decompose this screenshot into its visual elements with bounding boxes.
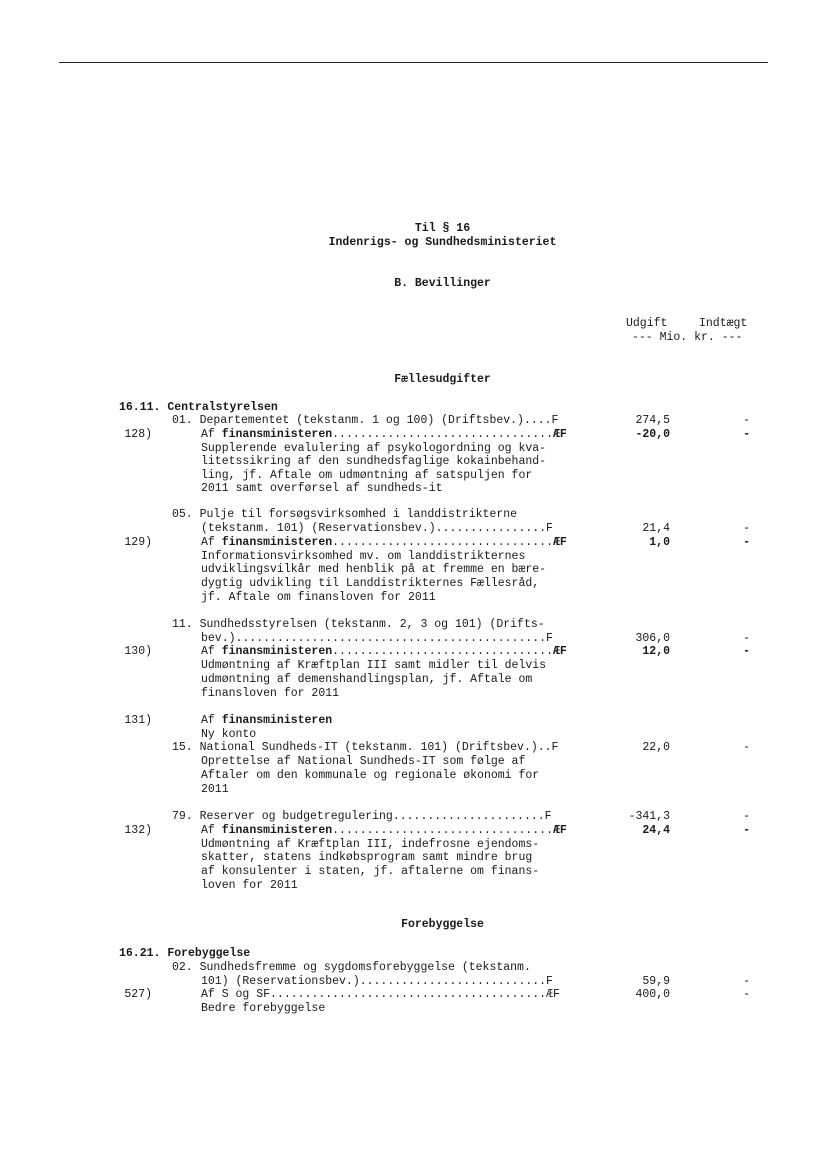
allocation-prefix: Af <box>201 824 222 837</box>
ministry-title: Indenrigs- og Sundhedsministeriet <box>328 236 557 249</box>
section-number: 16.21. <box>119 947 161 960</box>
section-heading <box>119 401 278 415</box>
allocation-income: - <box>743 645 750 658</box>
section-reference: Til § 16 <box>414 222 471 235</box>
footnote-ref: 130) <box>124 645 152 658</box>
group-title: Forebyggelse <box>401 918 484 931</box>
allocation-income: - <box>743 428 750 441</box>
allocation-income: - <box>743 536 750 549</box>
note-line: udviklingsvilkår med henblik på at fremme en bære- <box>201 563 547 576</box>
income: - <box>743 810 750 823</box>
footnote-ref: 129) <box>124 536 152 549</box>
note-line: Informationsvirksomhed mv. om landdistrikternes <box>201 550 526 563</box>
note-line: udmøntning af demenshandlingsplan, jf. Aftale om <box>201 673 533 686</box>
note-line: litetssikring af den sundhedsfaglige kokainbehand- <box>201 455 547 468</box>
amount: 59,9 <box>642 975 670 988</box>
footnote-ref: 128) <box>124 428 152 441</box>
section-name: Forebyggelse <box>167 947 251 960</box>
amount: 274,5 <box>635 414 670 427</box>
allocation-code: ÆF <box>552 536 567 549</box>
income: - <box>743 632 750 645</box>
note-line: jf. Aftale om finansloven for 2011 <box>201 591 436 604</box>
part-title: B. Bevillinger <box>394 277 491 290</box>
note-line: dygtig udvikling til Landdistrikternes Fællesråd, <box>201 577 540 590</box>
allocation-amount: 1,0 <box>649 536 670 549</box>
leader-dots: ................................ <box>332 428 553 441</box>
income: - <box>743 975 750 988</box>
income: - <box>743 414 750 427</box>
allocation-amount: 24,4 <box>642 824 670 837</box>
amount: 306,0 <box>635 632 670 645</box>
entry-line-cont: bev.).............................................F <box>201 632 553 645</box>
entry-line: 01. Departementet (tekstanm. 1 og 100) (Driftsbev.)....F <box>172 414 559 427</box>
allocation-authority: finansministeren <box>221 714 333 727</box>
allocation-authority: finansministeren <box>221 645 333 658</box>
footnote-ref: 527) <box>124 988 152 1001</box>
note-line: Udmøntning af Kræftplan III samt midler til delvis <box>201 659 547 672</box>
note-line: Supplerende evalulering af psykologordning og kva- <box>201 442 547 455</box>
note-line: 2011 samt overførsel af sundheds-it <box>201 482 443 495</box>
entry-line-cont: 101) (Reservationsbev.)...........................F <box>201 975 553 988</box>
leader-dots: ................................ <box>332 645 553 658</box>
allocation-authority: finansministeren <box>221 428 333 441</box>
allocation-code: ÆF <box>552 645 567 658</box>
amount: -341,3 <box>628 810 670 823</box>
allocation-income: - <box>743 824 750 837</box>
allocation-prefix: Af <box>201 536 222 549</box>
note-line: Oprettelse af National Sundheds-IT som følge af <box>201 755 526 768</box>
footnote-ref: 131) <box>124 714 152 727</box>
allocation-prefix: Af <box>201 714 222 727</box>
amount: 21,4 <box>642 522 670 535</box>
entry-line: 05. Pulje til forsøgsvirksomhed i landdistrikterne <box>172 508 518 521</box>
allocation-amount: -20,0 <box>635 428 670 441</box>
allocation-line <box>201 824 567 838</box>
unit-header: --- Mio. kr. --- <box>632 331 743 344</box>
allocation-line: Af S og SF........................................ÆF <box>201 988 560 1001</box>
allocation-line <box>201 645 567 659</box>
leader-dots: ................................ <box>332 824 553 837</box>
top-rule <box>59 62 768 63</box>
allocation-income: - <box>743 988 750 1001</box>
entry-line: 79. Reserver og budgetregulering......................F <box>172 810 552 823</box>
allocation-code: ÆF <box>552 824 567 837</box>
allocation-code: ÆF <box>552 428 567 441</box>
allocation-prefix: Af <box>201 645 222 658</box>
note-line: 2011 <box>201 783 229 796</box>
note-line: skatter, statens indkøbsprogram samt mindre brug <box>201 851 533 864</box>
leader-dots: ................................ <box>332 536 553 549</box>
amount: 22,0 <box>642 741 670 754</box>
income-column-header: Indtægt <box>699 317 748 330</box>
entry-line-cont: (tekstanm. 101) (Reservationsbev.)................F <box>201 522 553 535</box>
section-number: 16.11. <box>119 401 161 414</box>
allocation-authority: finansministeren <box>221 536 333 549</box>
footnote-ref: 132) <box>124 824 152 837</box>
allocation-line <box>201 714 332 728</box>
note-line: loven for 2011 <box>201 879 298 892</box>
allocation-line <box>201 536 567 550</box>
section-heading <box>119 947 250 961</box>
allocation-line <box>201 428 567 442</box>
note-line: ling, jf. Aftale om udmøntning af satspuljen for <box>201 469 533 482</box>
allocation-authority: finansministeren <box>221 824 333 837</box>
income: - <box>743 522 750 535</box>
note-line: af konsulenter i staten, jf. aftalerne om finans- <box>201 865 540 878</box>
group-title: Fællesudgifter <box>394 373 491 386</box>
entry-line: 02. Sundhedsfremme og sygdomsforebyggelse (tekstanm. <box>172 961 531 974</box>
allocation-amount: 12,0 <box>642 645 670 658</box>
section-name: Centralstyrelsen <box>167 401 278 414</box>
note-line: Udmøntning af Kræftplan III, indefrosne ejendoms- <box>201 838 540 851</box>
allocation-prefix: Af <box>201 428 222 441</box>
allocation-amount: 400,0 <box>635 988 670 1001</box>
new-account-label: Ny konto <box>201 728 257 741</box>
entry-line: 11. Sundhedsstyrelsen (tekstanm. 2, 3 og 101) (Drifts- <box>172 618 545 631</box>
note-line: Aftaler om den kommunale og regionale økonomi for <box>201 769 540 782</box>
expense-column-header: Udgift <box>626 317 668 330</box>
note-line: Bedre forebyggelse <box>201 1002 326 1015</box>
note-line: finansloven for 2011 <box>201 687 340 700</box>
income: - <box>743 741 750 754</box>
entry-line: 15. National Sundheds-IT (tekstanm. 101) (Driftsbev.)..F <box>172 741 559 754</box>
